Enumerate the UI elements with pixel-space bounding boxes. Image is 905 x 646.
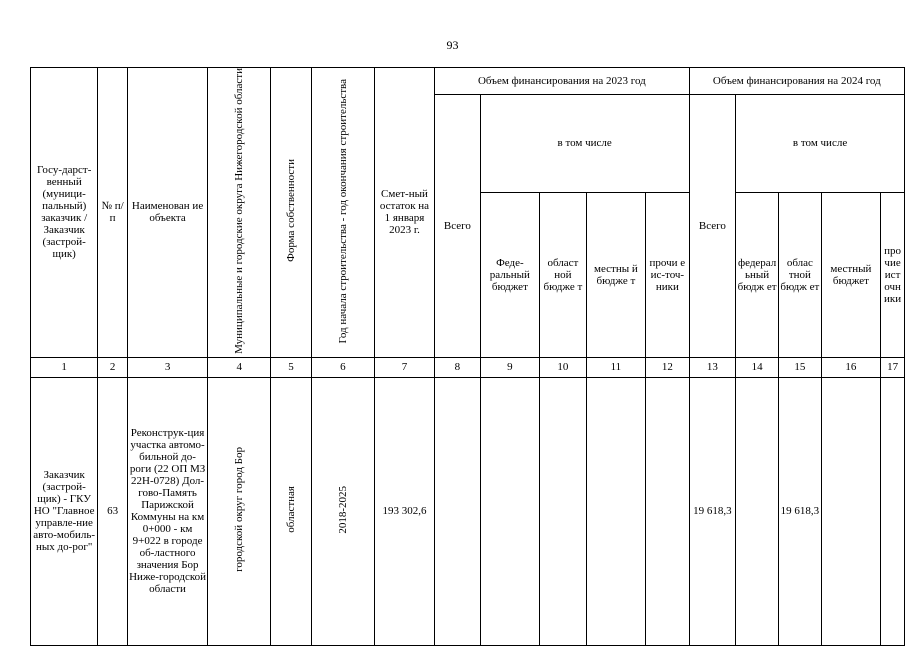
cell-other-2024 bbox=[881, 377, 905, 645]
cell-estimate: 193 302,6 bbox=[374, 377, 434, 645]
cell-regional-2023 bbox=[540, 377, 587, 645]
page-number: 93 bbox=[446, 38, 459, 52]
cell-object-name: Реконструк-ция участка автомо-бильной до-роги (22 ОП МЗ 22Н-0728) Дол-гово-Память Парижской Коммуны на км 0+000 - км 9+022 в городе об-ластного значения Бор Ниже-городской области bbox=[127, 377, 207, 645]
cell-federal-2023 bbox=[480, 377, 539, 645]
header-local-2024: местный бюджет bbox=[821, 192, 881, 357]
column-number: 11 bbox=[586, 357, 645, 377]
column-number: 8 bbox=[435, 357, 481, 377]
column-number: 15 bbox=[779, 357, 822, 377]
cell-federal-2024 bbox=[736, 377, 779, 645]
cell-total-2023 bbox=[435, 377, 481, 645]
header-years: Год начала строительства - год окончания строительства bbox=[311, 68, 374, 358]
header-object-name: Наименован ие объекта bbox=[127, 68, 207, 358]
header-including-2024: в том числе bbox=[736, 95, 905, 193]
header-other-2023: прочи е ис-точ-ники bbox=[646, 192, 690, 357]
header-ownership: Форма собственности bbox=[271, 68, 312, 358]
cell-local-2023 bbox=[586, 377, 645, 645]
header-fin-2023: Объем финансирования на 2023 год bbox=[435, 68, 690, 95]
column-number: 9 bbox=[480, 357, 539, 377]
cell-row-no: 63 bbox=[98, 377, 128, 645]
column-number: 2 bbox=[98, 357, 128, 377]
header-row-no: № п/п bbox=[98, 68, 128, 358]
column-number: 12 bbox=[646, 357, 690, 377]
cell-total-2024: 19 618,3 bbox=[689, 377, 735, 645]
cell-customer: Заказчик (застрой-щик) - ГКУ НО "Главное управле-ние авто-мобиль-ных до-рог" bbox=[31, 377, 98, 645]
header-regional-2024: облас тной бюдж ет bbox=[779, 192, 822, 357]
header-regional-2023: област ной бюдже т bbox=[540, 192, 587, 357]
column-number: 10 bbox=[540, 357, 587, 377]
column-number: 7 bbox=[374, 357, 434, 377]
column-number: 6 bbox=[311, 357, 374, 377]
cell-years: 2018-2025 bbox=[311, 377, 374, 645]
header-total-2023: Всего bbox=[435, 95, 481, 358]
header-local-2023: местны й бюдже т bbox=[586, 192, 645, 357]
table-row bbox=[31, 377, 905, 645]
header-estimate: Смет-ный остаток на 1 января 2023 г. bbox=[374, 68, 434, 358]
header-federal-2023: Феде-ральный бюджет bbox=[480, 192, 539, 357]
cell-municipality: городской округ город Бор bbox=[208, 377, 271, 645]
cell-regional-2024: 19 618,3 bbox=[779, 377, 822, 645]
column-number: 5 bbox=[271, 357, 312, 377]
header-other-2024: прочие источники bbox=[881, 192, 905, 357]
header-customer: Госу-дарст-венный (муници-пальный) заказчик / Заказчик (застрой-щик) bbox=[31, 68, 98, 358]
column-number: 17 bbox=[881, 357, 905, 377]
header-federal-2024: федерал ьный бюдж ет bbox=[736, 192, 779, 357]
header-municipality: Муниципальные и городские округа Нижегородской области bbox=[208, 68, 271, 358]
column-number: 14 bbox=[736, 357, 779, 377]
header-fin-2024: Объем финансирования на 2024 год bbox=[689, 68, 904, 95]
financing-table bbox=[30, 67, 905, 646]
header-including-2023: в том числе bbox=[480, 95, 689, 193]
cell-local-2024 bbox=[821, 377, 881, 645]
cell-ownership: областная bbox=[271, 377, 312, 645]
header-total-2024: Всего bbox=[689, 95, 735, 358]
column-number: 16 bbox=[821, 357, 881, 377]
column-number: 3 bbox=[127, 357, 207, 377]
column-number: 13 bbox=[689, 357, 735, 377]
cell-other-2023 bbox=[646, 377, 690, 645]
column-number: 1 bbox=[31, 357, 98, 377]
column-number: 4 bbox=[208, 357, 271, 377]
